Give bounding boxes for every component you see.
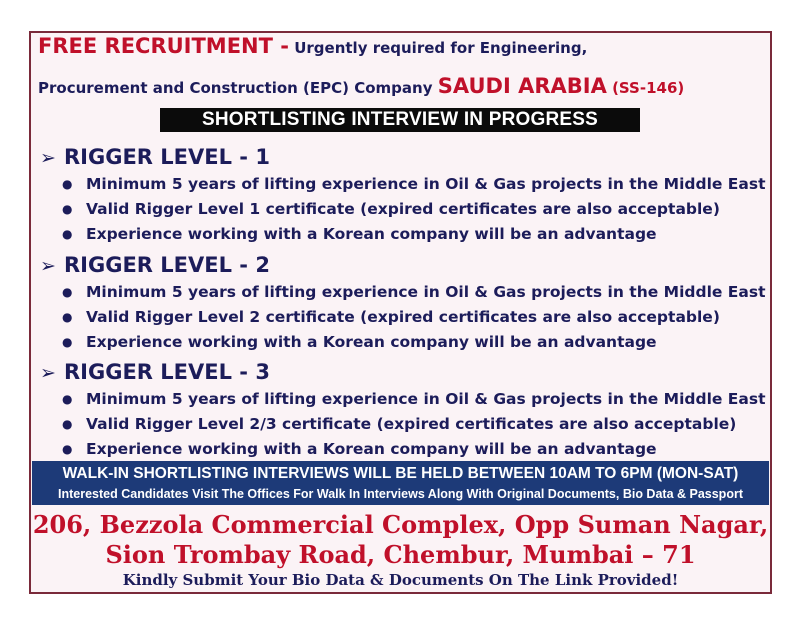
walkin-banner (32, 461, 769, 505)
list-item: ● Experience working with a Korean company will be an advantage (40, 222, 740, 247)
bullet-icon: ● (62, 417, 73, 431)
headline-red: FREE RECRUITMENT - (38, 34, 289, 58)
arrow-right-icon: ➢ (40, 362, 56, 384)
address-line-1: 206, Bezzola Commercial Complex, Opp Suman Nagar, (32, 510, 769, 539)
list-item: ● Valid Rigger Level 2 certificate (expired certificates are also acceptable) (40, 305, 740, 330)
bullet-icon: ● (62, 442, 73, 456)
list-item: ● Minimum 5 years of lifting experience in Oil & Gas projects in the Middle East (40, 280, 740, 305)
bullet-icon: ● (62, 335, 73, 349)
bullet-icon: ● (62, 177, 73, 191)
shortlisting-banner: SHORTLISTING INTERVIEW IN PROGRESS (160, 108, 640, 132)
bullet-list (40, 387, 766, 462)
address-line-2: Sion Trombay Road, Chembur, Mumbai – 71 (105, 540, 696, 569)
section-title: ➢ RIGGER LEVEL - 3 (40, 360, 270, 384)
headline-company: Procurement and Construction (EPC) Company (38, 79, 433, 97)
section-title: ➢ RIGGER LEVEL - 1 (40, 145, 270, 169)
bullet-icon: ● (62, 227, 73, 241)
arrow-right-icon: ➢ (40, 147, 56, 169)
list-item: ● Minimum 5 years of lifting experience in Oil & Gas projects in the Middle East (40, 172, 740, 197)
list-item: ● Valid Rigger Level 2/3 certificate (expired certificates are also acceptable) (40, 412, 740, 437)
list-item: ● Experience working with a Korean company will be an advantage (40, 437, 740, 462)
section-rigger-1 (40, 144, 766, 247)
bullet-list (40, 280, 766, 355)
walkin-details: Interested Candidates Visit The Offices For Walk In Interviews Along With Original Documents, Bio Data & Passport (58, 487, 743, 501)
section-rigger-3 (40, 359, 766, 462)
headline-rest: Urgently required for Engineering, (294, 39, 588, 57)
section-title: ➢ RIGGER LEVEL - 2 (40, 253, 270, 277)
list-item: ● Minimum 5 years of lifting experience in Oil & Gas projects in the Middle East (40, 387, 740, 412)
bullet-list (40, 172, 766, 247)
list-item: ● Valid Rigger Level 1 certificate (expired certificates are also acceptable) (40, 197, 740, 222)
submit-note: Kindly Submit Your Bio Data & Documents On The Link Provided! (122, 571, 679, 589)
section-rigger-2 (40, 252, 766, 355)
headline-code: (SS-146) (612, 79, 685, 97)
bullet-icon: ● (62, 285, 73, 299)
walkin-heading: WALK-IN SHORTLISTING INTERVIEWS WILL BE HELD BETWEEN 10AM TO 6PM (MON-SAT) (62, 465, 739, 482)
headline (38, 36, 768, 58)
bullet-icon: ● (62, 202, 73, 216)
bullet-icon: ● (62, 392, 73, 406)
bullet-icon: ● (62, 310, 73, 324)
list-item: ● Experience working with a Korean company will be an advantage (40, 330, 740, 355)
headline-country: SAUDI ARABIA (437, 74, 607, 98)
arrow-right-icon: ➢ (40, 255, 56, 277)
headline-line2 (38, 74, 684, 98)
